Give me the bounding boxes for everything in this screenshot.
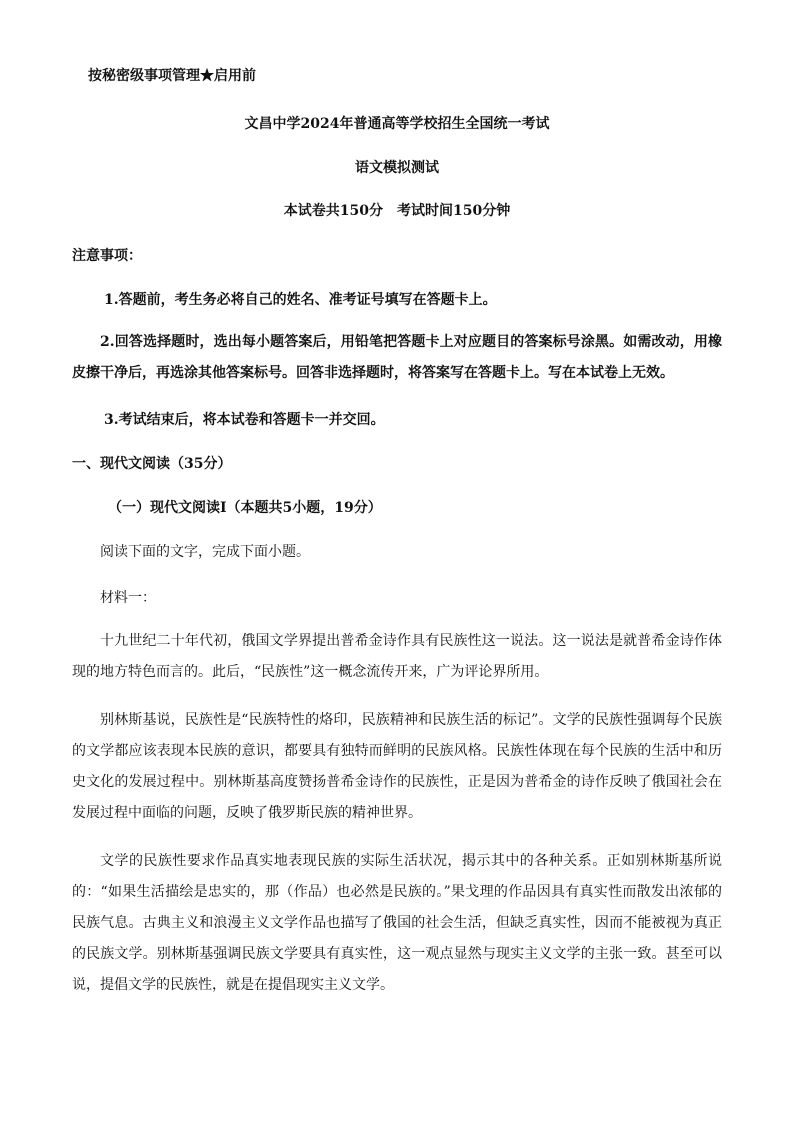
section-subheading: （一）现代文阅读Ⅰ（本题共5小题，19分）	[108, 500, 382, 516]
notice-item-1: 1.答题前，考生务必将自己的姓名、准考证号填写在答题卡上。	[104, 292, 497, 308]
notice-item-3: 3.考试结束后，将本试卷和答题卡一并交回。	[104, 412, 385, 428]
exam-title: 文昌中学2024年普通高等学校招生全国统一考试	[244, 116, 550, 132]
exam-info: 本试卷共150分 考试时间150分钟	[283, 203, 511, 219]
material-paragraph-1: 十九世纪二十年代初，俄国文学界提出普希金诗作具有民族性这一说法。这一说法是就普希金诗作体现的地方特色而言的。此后，“民族性”这一概念流传开来，广为评论界所用。	[72, 633, 722, 680]
reading-instruction: 阅读下面的文字，完成下面小题。	[100, 544, 310, 560]
exam-subject: 语文模拟测试	[355, 160, 439, 176]
material-paragraph-2: 别林斯基说，民族性是“民族特性的烙印，民族精神和民族生活的标记”。文学的民族性强调每个民族的文学都应该表现本民族的意识，都要具有独特而鲜明的民族风格。民族性体现在每个民族的生活中和历史文化的发展过程中。别林斯基高度赞扬普希金诗作的民族性，正是因为普希金的诗作反映了俄国社会在发展过程中面临的问题，反映了俄罗斯民族的精神世界。	[72, 712, 722, 821]
section-heading: 一、现代文阅读（35分）	[72, 456, 232, 472]
confidential-label: 按秘密级事项管理★启用前	[88, 68, 256, 84]
material-label: 材料一：	[100, 590, 156, 606]
notice-item-2: 2.回答选择题时，选出每小题答案后，用铅笔把答题卡上对应题目的答案标号涂黑。如需改动，用橡皮擦干净后，再选涂其他答案标号。回答非选择题时，将答案写在答题卡上。写在本试卷上无效。	[72, 334, 722, 381]
notice-heading: 注意事项：	[72, 248, 142, 264]
material-paragraph-3: 文学的民族性要求作品真实地表现民族的实际生活状况，揭示其中的各种关系。正如别林斯基所说的：“如果生活描绘是忠实的，那（作品）也必然是民族的。”果戈理的作品因具有真实性而散发出浓郁的民族气息。古典主义和浪漫主义文学作品也描写了俄国的社会生活，但缺乏真实性，因而不能被视为真正的民族文学。别林斯基强调民族文学要具有真实性，这一观点显然与现实主义文学的主张一致。甚至可以说，提倡文学的民族性，就是在提倡现实主义文学。	[72, 853, 722, 993]
